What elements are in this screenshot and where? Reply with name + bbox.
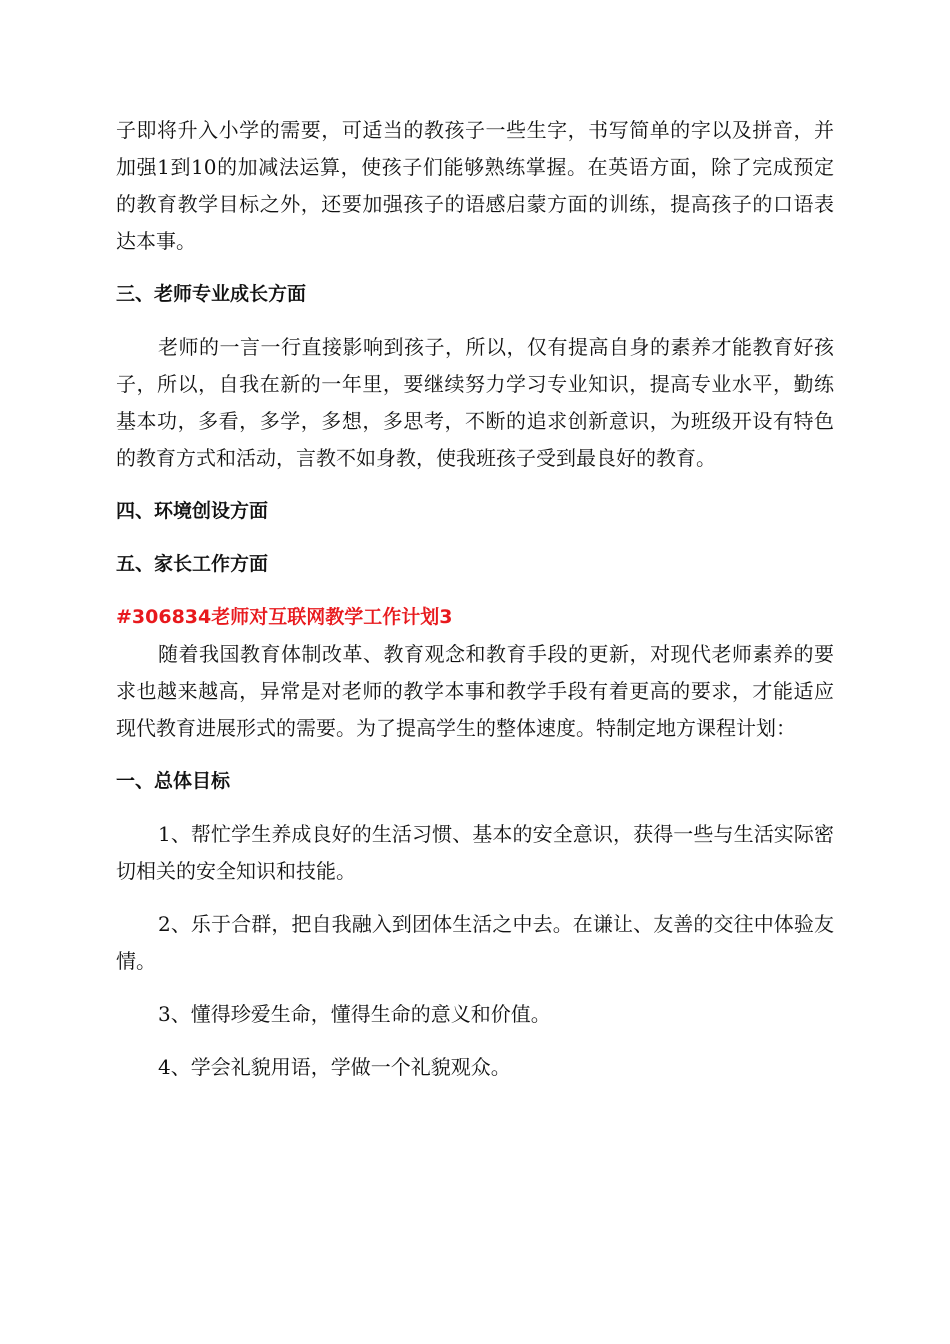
paragraph-intro-continued: 子即将升入小学的需要，可适当的教孩子一些生字，书写简单的字以及拼音，并加强1到10的加减法运算，使孩子们能够熟练掌握。在英语方面，除了完成预定的教育教学目标之外，还要加强孩子的语感启蒙方面的训练，提高孩子的口语表达本事。 xyxy=(116,118,834,253)
paragraph-teacher-growth: 老师的一言一行直接影响到孩子，所以，仅有提高自身的素养才能教育好孩子，所以，自我在新的一年里，要继续努力学习专业知识，提高专业水平，勤练基本功，多看，多学，多想，多思考，不断的追求创新意识，为班级开设有特色的教育方式和活动，言教不如身教，使我班孩子受到最良好的教育。 xyxy=(116,335,834,470)
heading-environment: 四、环境创设方面 xyxy=(116,500,269,522)
goal-item-3: 3、懂得珍爱生命，懂得生命的意义和价值。 xyxy=(158,1002,551,1026)
goal-item-4: 4、学会礼貌用语，学做一个礼貌观众。 xyxy=(158,1055,511,1079)
paragraph-section-intro: 随着我国教育体制改革、教育观念和教育手段的更新，对现代老师素养的要求也越来越高，异常是对老师的教学本事和教学手段有着更高的要求，才能适应现代教育进展形式的需要。为了提高学生的整体速度。特制定地方课程计划： xyxy=(116,642,834,740)
goal-item-1: 1、帮忙学生养成良好的生活习惯、基本的安全意识，获得一些与生活实际密切相关的安全知识和技能。 xyxy=(116,822,834,883)
heading-teacher-growth: 三、老师专业成长方面 xyxy=(116,283,307,305)
goal-item-2: 2、乐于合群，把自我融入到团体生活之中去。在谦让、友善的交往中体验友情。 xyxy=(116,912,834,973)
section-title: #306834老师对互联网教学工作计划3 xyxy=(116,606,453,628)
heading-overall-goal: 一、总体目标 xyxy=(116,770,231,792)
document-body xyxy=(116,112,834,1086)
heading-parent-work: 五、家长工作方面 xyxy=(116,553,269,575)
